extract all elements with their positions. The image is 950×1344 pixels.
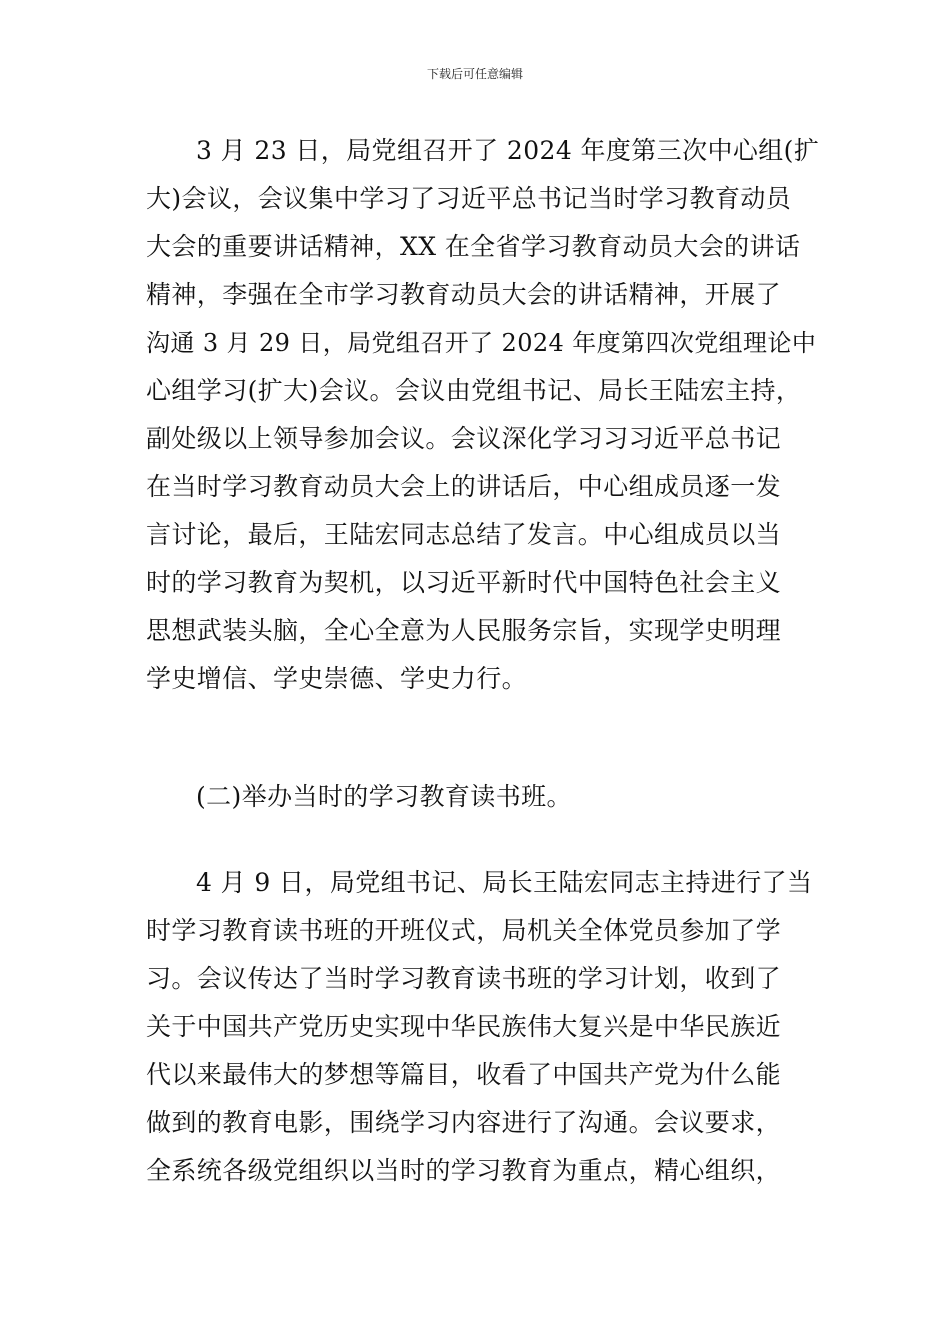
text-line: 时的学习教育为契机，以习近平新时代中国特色社会主义 [146,568,782,597]
text-line: 3 月 23 日，局党组召开了 2024 年度第三次中心组(扩 [196,136,820,165]
text-line: 心组学习(扩大)会议。会议由党组书记、局长王陆宏主持， [146,376,802,405]
text-line: 习。会议传达了当时学习教育读书班的学习计划，收到了 [146,964,782,993]
page-header: 下载后可任意编辑 [426,67,523,81]
text-line: 言讨论，最后，王陆宏同志总结了发言。中心组成员以当 [146,520,782,549]
text-line: 学史增信、学史崇德、学史力行。 [146,664,528,693]
text-line: 精神，李强在全市学习教育动员大会的讲话精神，开展了 [146,280,782,309]
text-line: 副处级以上领导参加会议。会议深化学习习习近平总书记 [146,424,782,453]
text-line: 代以来最伟大的梦想等篇目，收看了中国共产党为什么能 [146,1060,782,1089]
text-line: 沟通 3 月 29 日，局党组召开了 2024 年度第四次党组理论中 [146,329,817,357]
text-line: 大)会议，会议集中学习了习近平总书记当时学习教育动员 [146,184,792,213]
text-line: 全系统各级党组织以当时的学习教育为重点，精心组织， [146,1156,782,1185]
text-line: 大会的重要讲话精神，XX 在全省学习教育动员大会的讲话 [146,232,801,261]
text-line: 做到的教育电影，围绕学习内容进行了沟通。会议要求， [146,1108,782,1137]
text-line: 在当时学习教育动员大会上的讲话后，中心组成员逐一发 [146,472,782,501]
text-line: 时学习教育读书班的开班仪式，局机关全体党员参加了学 [146,916,782,945]
text-line: 关于中国共产党历史实现中华民族伟大复兴是中华民族近 [146,1012,782,1041]
text-line: 4 月 9 日，局党组书记、局长王陆宏同志主持进行了当 [196,868,813,897]
text-line: 思想武装头脑，全心全意为人民服务宗旨，实现学史明理 [146,616,782,645]
heading-line: (二)举办当时的学习教育读书班。 [196,782,572,811]
